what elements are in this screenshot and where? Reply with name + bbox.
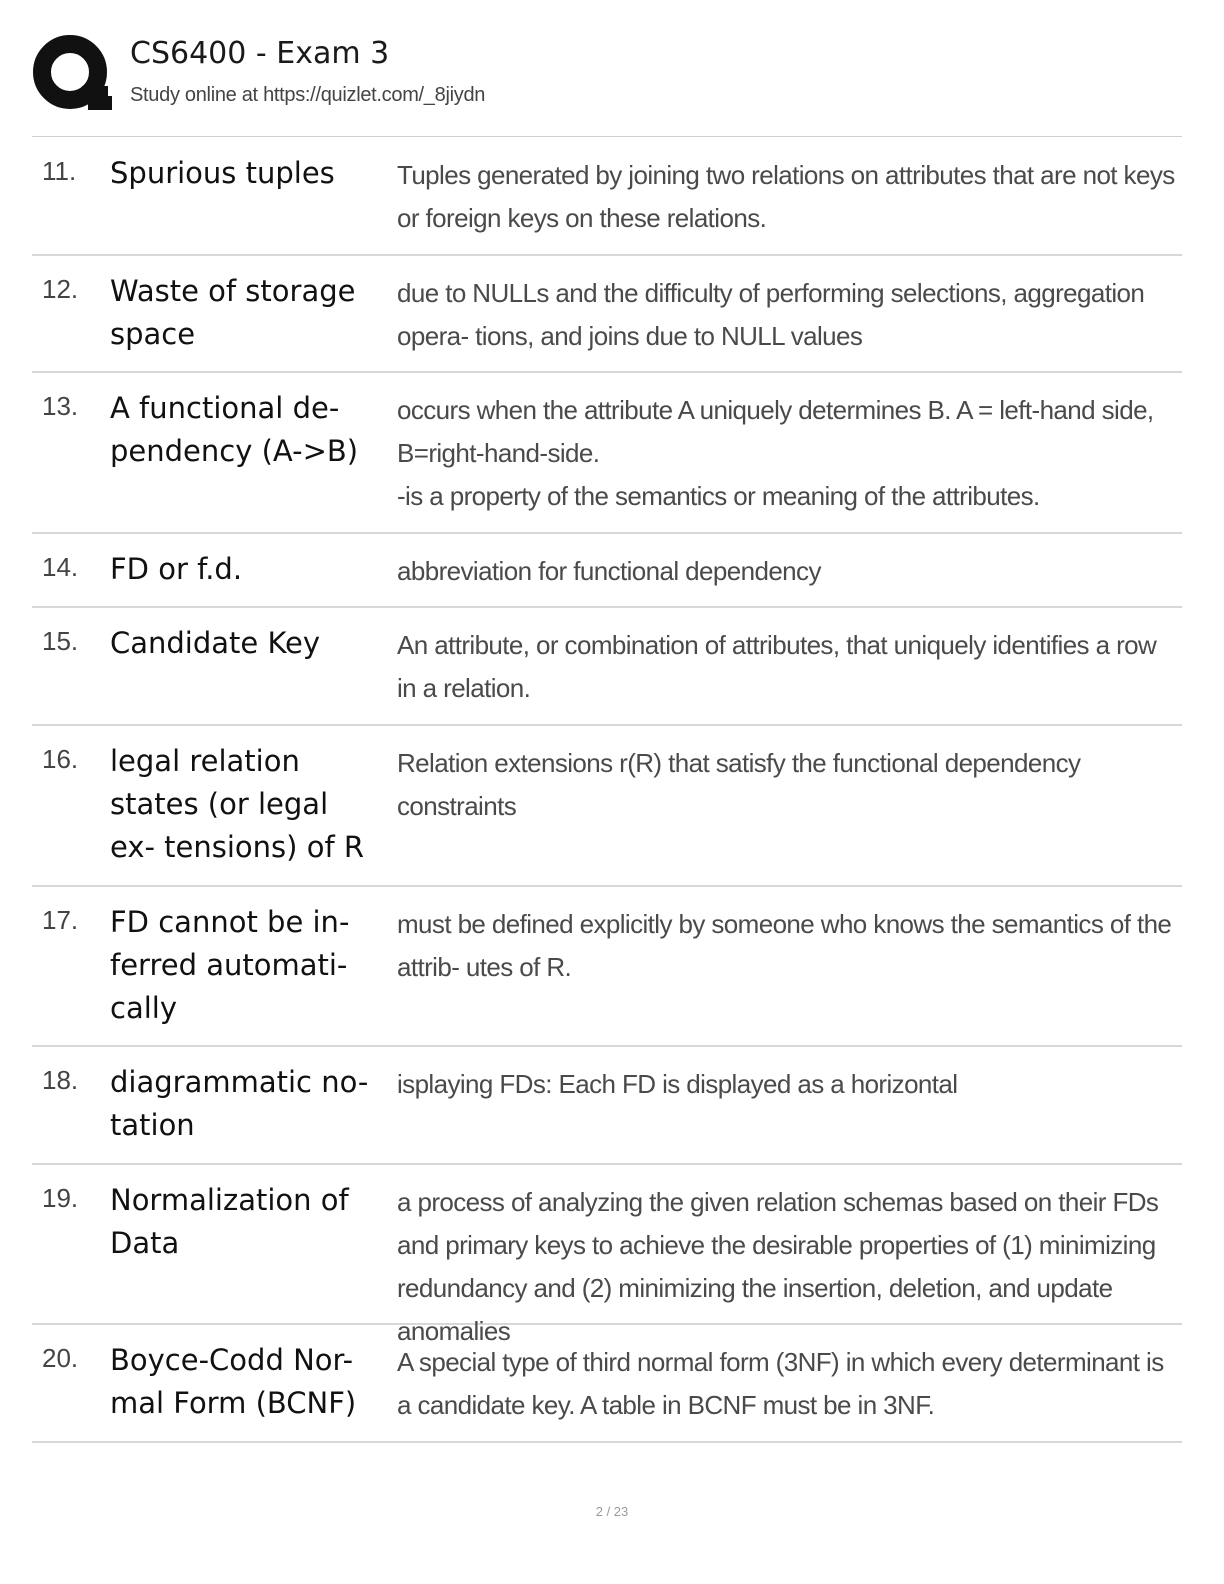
card-number: 19. (42, 1183, 79, 1213)
flashcard-row (32, 256, 1182, 373)
card-definition: occurs when the attribute A uniquely determines B. A = left-hand side, B=right-hand-side. -is a property of the semantics or meaning of the attributes. (397, 395, 1154, 511)
quizlet-q-logo-icon (32, 34, 112, 114)
card-term: Candidate Key (110, 626, 321, 660)
card-term: Boyce-Codd Nor- mal Form (BCNF) (110, 1343, 357, 1420)
card-term: Spurious tuples (110, 156, 335, 190)
flashcard-row (32, 1325, 1182, 1443)
page-header (32, 30, 1182, 120)
card-definition: abbreviation for functional dependency (397, 556, 821, 586)
card-term: FD or f.d. (110, 552, 243, 586)
flashcard-row (32, 1165, 1182, 1346)
card-number: 11. (42, 156, 77, 186)
card-definition: An attribute, or combination of attributes, that uniquely identifies a row in a relation. (397, 630, 1157, 703)
card-definition: must be defined explicitly by someone who knows the semantics of the attrib- utes of R. (397, 909, 1172, 982)
flashcard-row (32, 138, 1182, 256)
card-term: Normalization of Data (110, 1183, 349, 1260)
flashcard-row (32, 608, 1182, 726)
card-number: 13. (42, 391, 79, 421)
card-definition: isplaying FDs: Each FD is displayed as a horizontal (397, 1069, 958, 1099)
card-term: FD cannot be in- ferred automati- cally (110, 905, 350, 1025)
flashcard-row (32, 1047, 1182, 1165)
card-term: diagrammatic no- tation (110, 1065, 369, 1142)
document-title: CS6400 - Exam 3 (130, 36, 390, 71)
card-definition: due to NULLs and the difficulty of performing selections, aggregation opera- tions, and joins due to NULL values (397, 278, 1145, 351)
card-number: 17. (42, 905, 79, 935)
card-definition: Tuples generated by joining two relations on attributes that are not keys or foreign keys on these relations. (397, 160, 1175, 233)
card-number: 14. (42, 552, 79, 582)
flashcard-row (32, 726, 1182, 887)
flashcard-list (32, 138, 1182, 1443)
card-term: legal relation states (or legal ex- tensions) of R (110, 744, 365, 864)
card-term: A functional de- pendency (A->B) (110, 391, 359, 468)
header-divider (32, 136, 1182, 137)
card-definition: A special type of third normal form (3NF) in which every determinant is a candidate key. A table in BCNF must be in 3NF. (397, 1347, 1164, 1420)
study-online-link[interactable]: Study online at https://quizlet.com/_8jiydn (130, 84, 486, 106)
card-number: 18. (42, 1065, 79, 1095)
card-definition: a process of analyzing the given relation schemas based on their FDs and primary keys to achieve the desirable properties of (1) minimizing redundancy and (2) minimizing the insertion, deletion, and update anomalies (397, 1187, 1159, 1346)
card-term: Waste of storage space (110, 274, 356, 351)
card-number: 12. (42, 274, 79, 304)
page-number: 2 / 23 (595, 1504, 629, 1519)
card-definition: Relation extensions r(R) that satisfy the functional dependency constraints (397, 748, 1081, 821)
card-number: 20. (42, 1343, 79, 1373)
card-number: 15. (42, 626, 79, 656)
flashcard-row (32, 534, 1182, 608)
flashcard-row (32, 373, 1182, 534)
flashcard-row (32, 887, 1182, 1047)
card-number: 16. (42, 744, 79, 774)
